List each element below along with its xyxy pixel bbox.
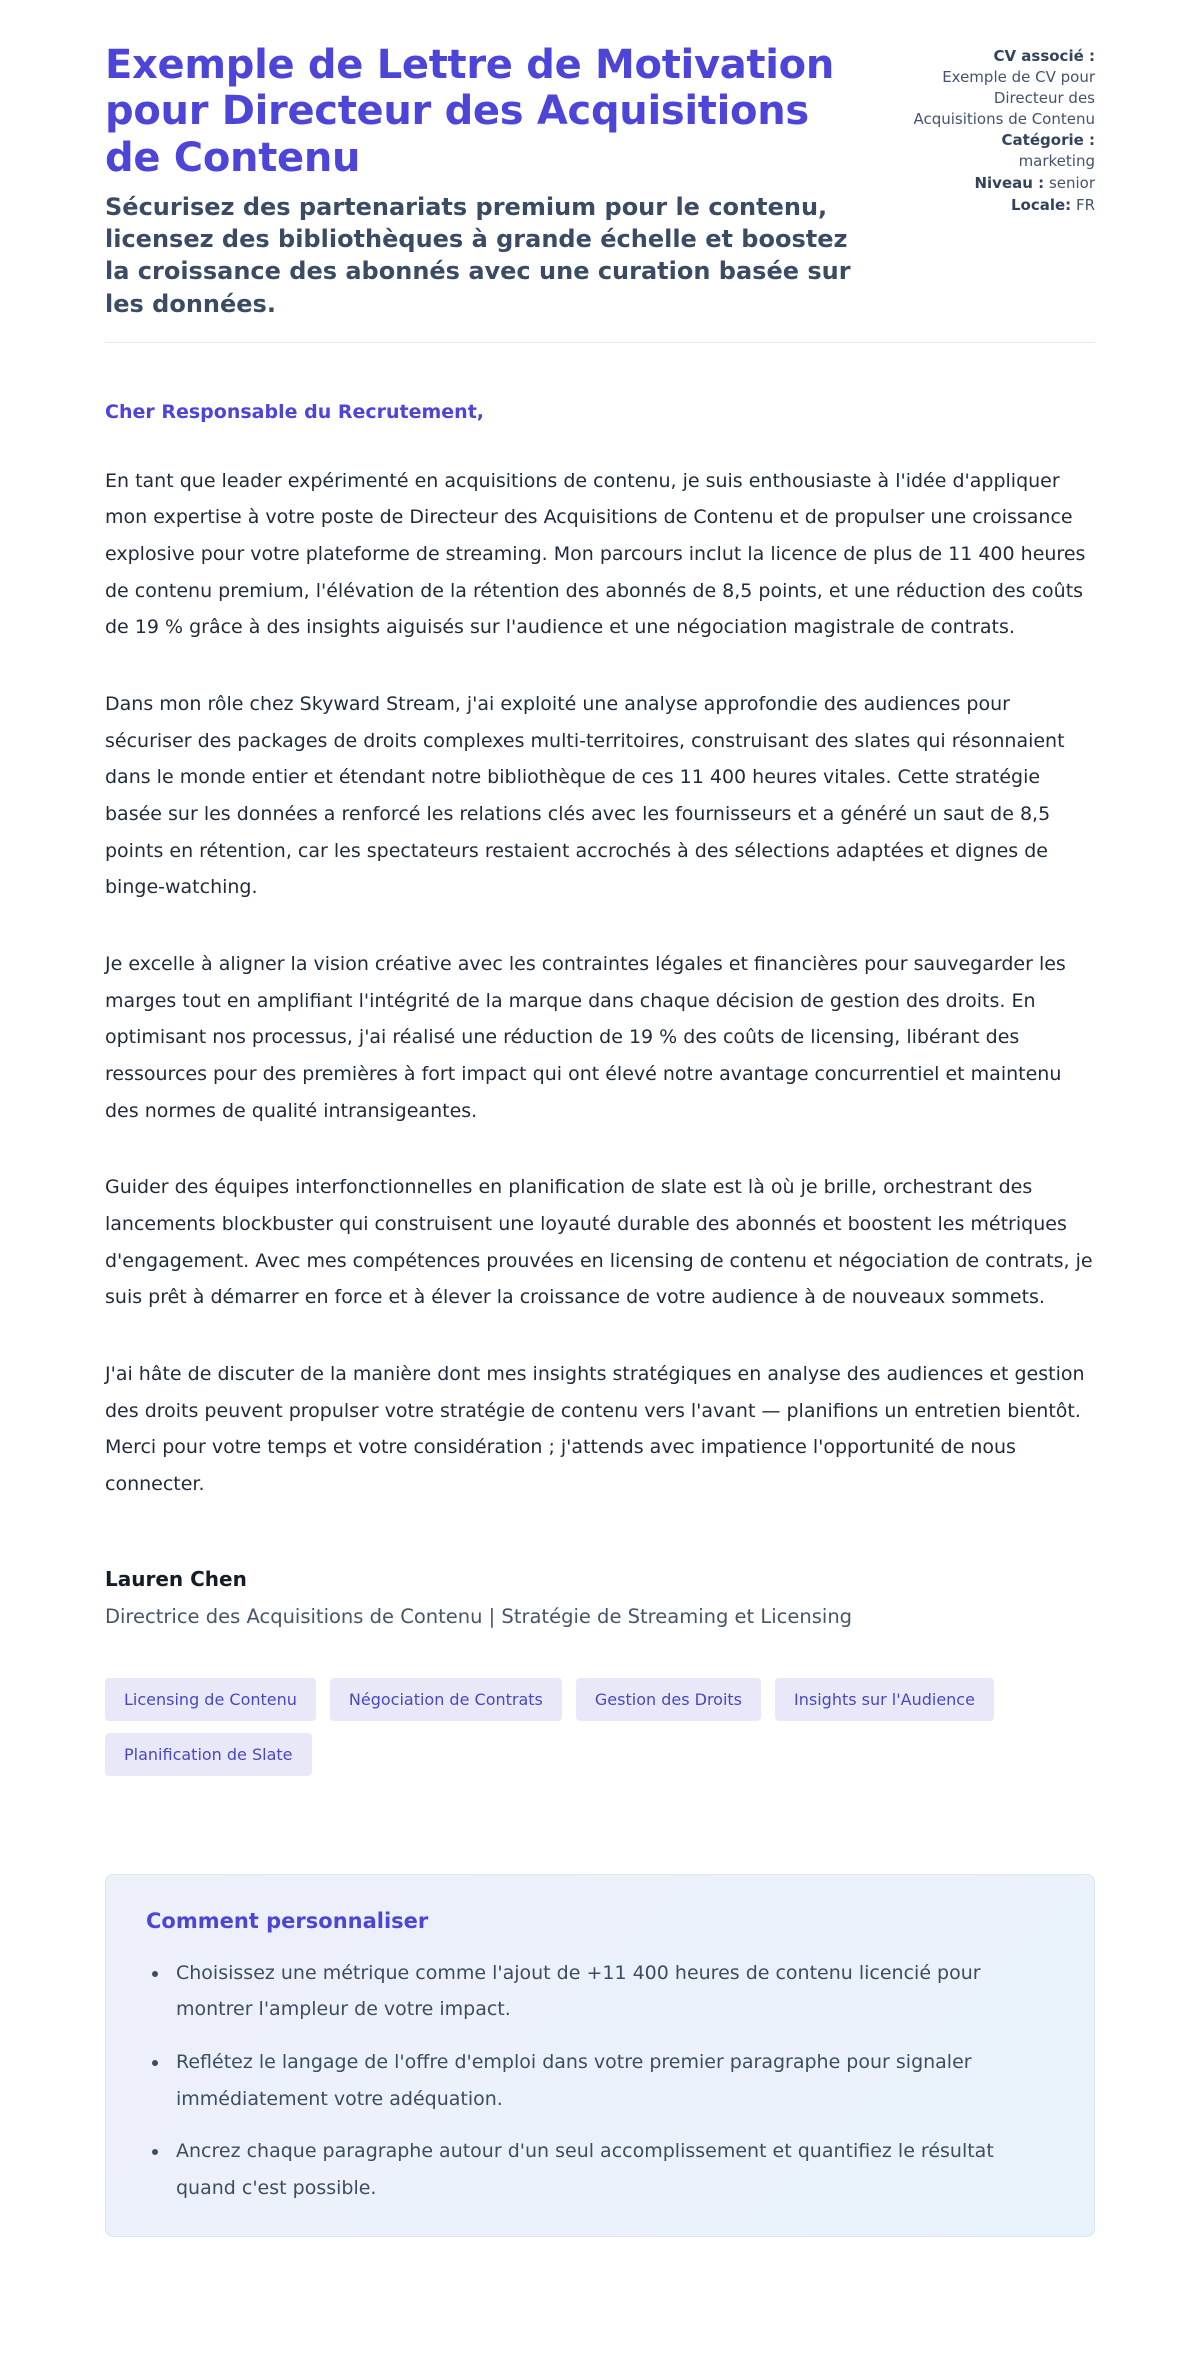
header <box>105 42 1095 320</box>
meta-level-label: Niveau : <box>974 174 1045 192</box>
meta-category-label: Catégorie : <box>1001 131 1095 149</box>
skill-tag: Négociation de Contrats <box>330 1678 562 1721</box>
meta-panel <box>905 42 1095 216</box>
letter-paragraph: Guider des équipes interfonctionnelles en planification de slate est là où je brille, orchestrant des lancements blockbuster qui construisent une loyauté durable des abonnés et boostent les métriques d'engagement. Avec mes compétences prouvées en licensing de contenu et négociation de contrats, je suis prêt à démarrer en force et à élever la croissance de votre audience à de nouveaux sommets. <box>105 1176 1093 1309</box>
tip-item: • Choisissez une métrique comme l'ajout de +11 400 heures de contenu licencié pour montrer l'ampleur de votre impact. <box>170 1955 1054 2028</box>
tip-item: • Reflétez le langage de l'offre d'emploi dans votre premier paragraphe pour signaler immédiatement votre adéquation. <box>170 2044 1054 2117</box>
signature-role: Directrice des Acquisitions de Contenu | Stratégie de Streaming et Licensing <box>105 1604 853 1628</box>
meta-category-value: marketing <box>1018 152 1095 170</box>
meta-locale-value: FR <box>1075 196 1095 214</box>
page-subtitle: Sécurisez des partenariats premium pour le contenu, licensez des bibliothèques à grande échelle et boostez la croissance des abonnés avec une curation basée sur les données. <box>105 193 851 318</box>
meta-cv-label: CV associé : <box>993 47 1095 65</box>
tip-item: • Ancrez chaque paragraphe autour d'un seul accomplissement et quantifiez le résultat quand c'est possible. <box>170 2133 1054 2206</box>
skill-tag: Insights sur l'Audience <box>775 1678 994 1721</box>
meta-level-value: senior <box>1048 174 1095 192</box>
letter-paragraph: Dans mon rôle chez Skyward Stream, j'ai exploité une analyse approfondie des audiences pour sécuriser des packages de droits complexes multi-territoires, construisant des slates qui résonnaient dans le monde entier et étendant notre bibliothèque de ces 11 400 heures vitales. Cette stratégie basée sur les données a renforcé les relations clés avec les fournisseurs et a généré un saut de 8,5 points en rétention, car les spectateurs restaient accrochés à des sélections adaptées et dignes de binge-watching. <box>105 693 1065 899</box>
skill-tag: Licensing de Contenu <box>105 1678 316 1721</box>
tips-box <box>105 1874 1095 2238</box>
letter-paragraph: Je excelle à aligner la vision créative avec les contraintes légales et financières pour sauvegarder les marges tout en amplifiant l'intégrité de la marque dans chaque décision de gestion des droits. En optimisant nos processus, j'ai réalisé une réduction de 19 % des coûts de licensing, libérant des ressources pour des premières à fort impact qui ont élevé notre avantage concurrentiel et maintenu des normes de qualité intransigeantes. <box>105 953 1066 1122</box>
divider <box>105 342 1095 343</box>
meta-locale-label: Locale: <box>1010 196 1072 214</box>
letter-paragraph: J'ai hâte de discuter de la manière dont mes insights stratégiques en analyse des audiences et gestion des droits peuvent propulser votre stratégie de contenu vers l'avant — planifions un entretien bientôt. Merci pour votre temps et votre considération ; j'attends avec impatience l'opportunité de nous connecter. <box>105 1362 1085 1495</box>
letter-body <box>105 401 1095 1628</box>
header-text-block <box>105 42 865 320</box>
meta-locale-row <box>905 195 1095 216</box>
letter-paragraph: En tant que leader expérimenté en acquisitions de contenu, je suis enthousiaste à l'idée d'appliquer mon expertise à votre poste de Directeur des Acquisitions de Contenu et de propulser une croissance explosive pour votre plateforme de streaming. Mon parcours inclut la licence de plus de 11 400 heures de contenu premium, l'élévation de la rétention des abonnés de 8,5 points, et une réduction des coûts de 19 % grâce à des insights aiguisés sur l'audience et une négociation magistrale de contrats. <box>105 469 1086 639</box>
meta-cv-value: Exemple de CV pour Directeur des Acquisitions de Contenu <box>913 68 1095 128</box>
signature-name: Lauren Chen <box>105 1566 247 1591</box>
page <box>105 0 1095 2285</box>
tips-list <box>146 1955 1054 2207</box>
tips-title: Comment personnaliser <box>146 1908 429 1933</box>
page-title: Exemple de Lettre de Motivation pour Directeur des Acquisitions de Contenu <box>105 42 835 181</box>
greeting: Cher Responsable du Recrutement, <box>105 400 484 423</box>
meta-level-row <box>905 173 1095 194</box>
skill-tags <box>105 1678 1095 1776</box>
skill-tag: Gestion des Droits <box>576 1678 761 1721</box>
skill-tag: Planification de Slate <box>105 1733 312 1776</box>
